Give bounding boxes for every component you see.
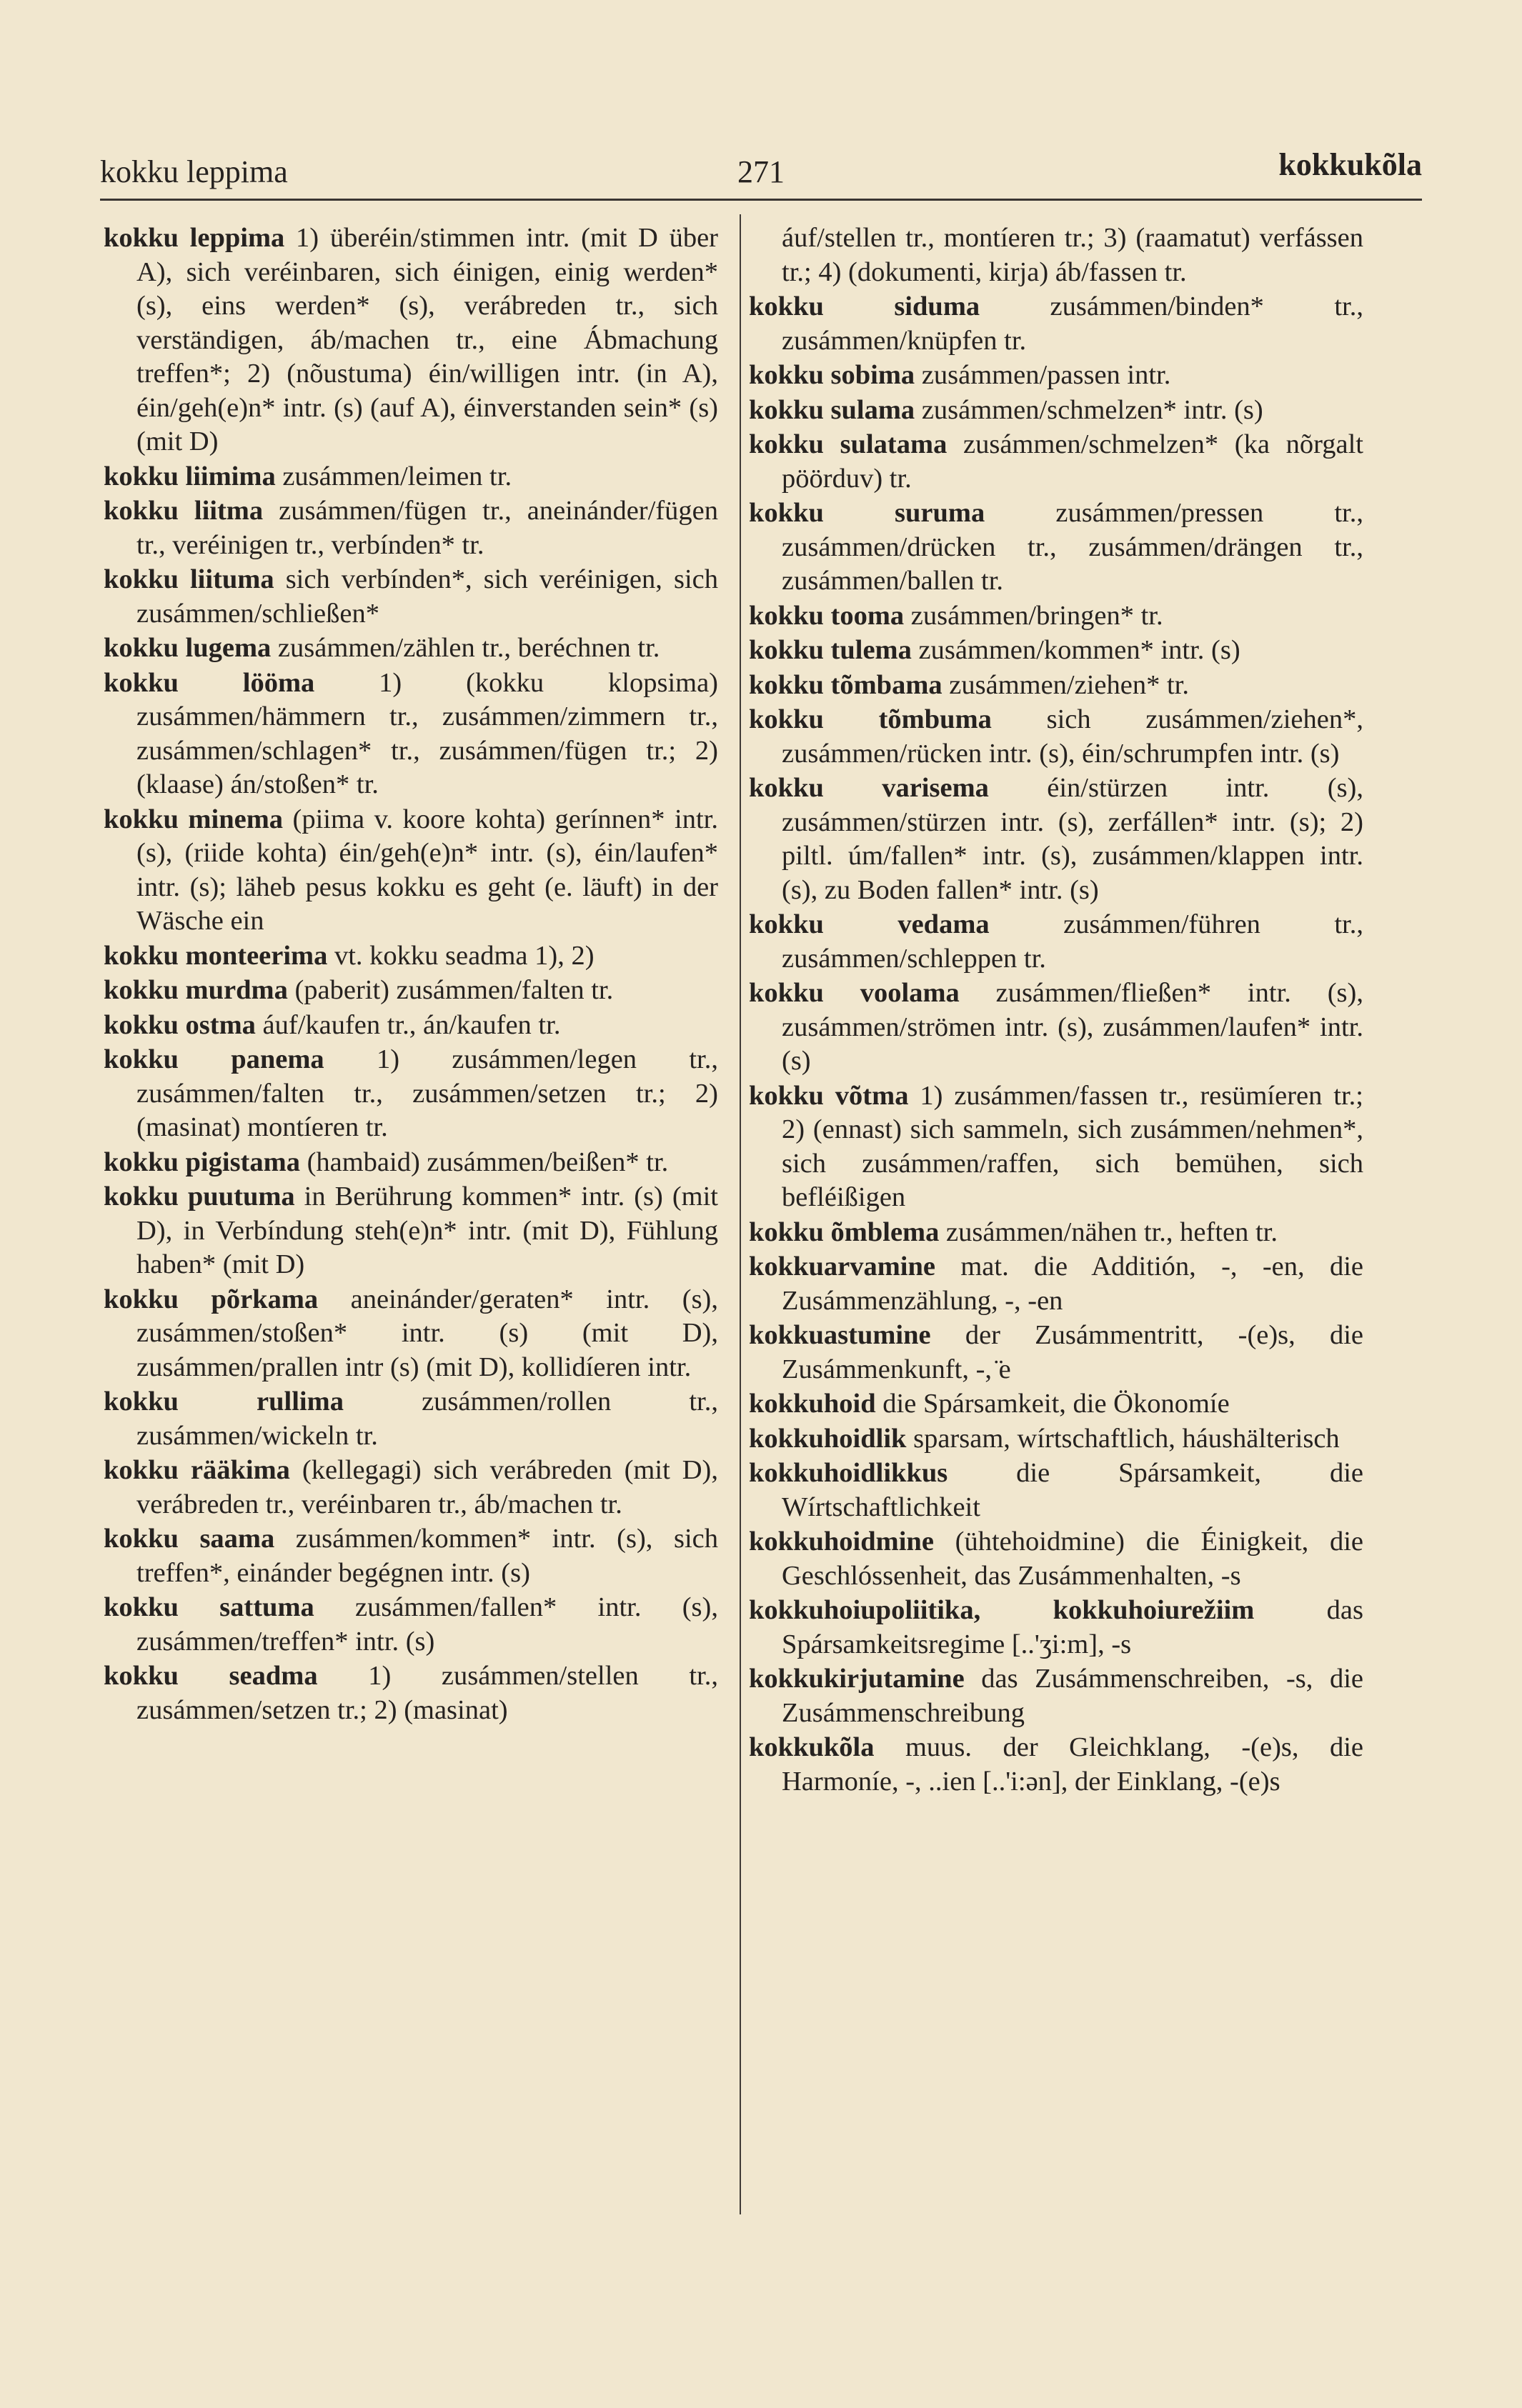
dictionary-entry xyxy=(749,1422,1363,1457)
entry-definition: 1) überéin/stimmen intr. (mit D über A), sich veréinbaren, sich éinigen, einig werden* (s), eins werden* (s), verábreden tr., sich verständigen, áb/machen tr., eine Ábmachung treffen*; 2) (nõustuma) éin/willigen intr. (in A), éin/geh(e)n* intr. (s) (auf A), éinverstanden sein* (s) (mit D) xyxy=(136,223,719,456)
entry-definition: sparsam, wírtschaftlich, háushälterisch xyxy=(906,1423,1340,1454)
entry-definition: sich verbínden*, sich veréinigen, sich zusámmen/schließen* xyxy=(136,564,718,629)
entry-definition: (paberit) zusámmen/falten tr. xyxy=(287,975,614,1005)
entry-headword: kokku voolama xyxy=(749,978,960,1008)
dictionary-entry xyxy=(104,1385,718,1453)
page-number: 271 xyxy=(737,154,785,189)
entry-definition: zusámmen/schmelzen* intr. (s) xyxy=(915,394,1263,425)
dictionary-entry xyxy=(104,1283,718,1385)
entry-headword: kokku saama xyxy=(104,1524,275,1554)
entry-headword: kokku puutuma xyxy=(104,1181,295,1212)
entry-definition: zusámmen/rollen tr., zusámmen/wickeln tr. xyxy=(136,1387,718,1451)
entry-headword: kokkuhoid xyxy=(749,1389,876,1419)
entry-definition: sich zusámmen/ziehen*, zusámmen/rücken intr. (s), éin/schrumpfen intr. (s) xyxy=(782,704,1363,769)
entry-definition: zusámmen/führen tr., zusámmen/schleppen tr. xyxy=(782,909,1363,974)
dictionary-entry xyxy=(104,631,718,666)
entry-definition: 1) zusámmen/legen tr., zusámmen/falten tr., zusámmen/setzen tr.; 2) (masinat) montíeren tr. xyxy=(136,1044,718,1142)
dictionary-entry xyxy=(749,976,1363,1079)
dictionary-entry xyxy=(749,703,1363,771)
entry-headword: kokkukirjutamine xyxy=(749,1664,965,1694)
entry-definition: zusámmen/fallen* intr. (s), zusámmen/treffen* intr. (s) xyxy=(136,1592,718,1657)
entry-headword: kokku murdma xyxy=(104,975,288,1005)
entry-definition: éin/stürzen intr. (s), zusámmen/stürzen intr. (s), zerfállen* intr. (s); 2) piltl. úm/fallen* intr. (s), zusámmen/klappen intr. (s), zu Boden fallen* intr. (s) xyxy=(782,773,1364,905)
entry-definition: (ühtehoidmine) die Éinigkeit, die Geschlóssenheit, das Zusámmenhalten, -s xyxy=(782,1527,1363,1591)
entry-headword: kokku põrkama xyxy=(104,1284,319,1314)
dictionary-entry xyxy=(104,494,718,562)
entry-definition: 1) zusámmen/stellen tr., zusámmen/setzen tr.; 2) (masinat) xyxy=(136,1661,718,1725)
entry-definition: zusámmen/zählen tr., beréchnen tr. xyxy=(271,633,660,663)
dictionary-entry xyxy=(749,1731,1363,1799)
dictionary-entry xyxy=(749,599,1363,634)
entry-headword: kokku panema xyxy=(104,1044,324,1074)
entry-headword: kokku monteerima xyxy=(104,940,328,971)
header-right-guide-word: kokkukõla xyxy=(1278,147,1422,182)
entry-definition: zusámmen/kommen* intr. (s) xyxy=(911,635,1240,665)
dictionary-entry xyxy=(749,221,1363,289)
entry-headword: kokku sobima xyxy=(749,360,915,390)
entry-definition: zusámmen/schmelzen* (ka nõrgalt pöörduv) tr. xyxy=(782,429,1363,494)
dictionary-entry xyxy=(104,1659,718,1727)
entry-headword: kokku rääkima xyxy=(104,1455,290,1485)
dictionary-entry xyxy=(749,1319,1363,1387)
entry-headword: kokkuastumine xyxy=(749,1320,931,1350)
entry-headword: kokkuhoidmine xyxy=(749,1527,934,1557)
entry-headword: kokku ostma xyxy=(104,1009,256,1040)
entry-headword: kokkukõla xyxy=(749,1732,875,1762)
dictionary-entry xyxy=(104,803,718,939)
dictionary-entry xyxy=(104,1454,718,1522)
entry-headword: kokku vedama xyxy=(749,909,990,939)
entry-definition: zusámmen/nähen tr., heften tr. xyxy=(939,1217,1278,1247)
dictionary-entry xyxy=(104,939,718,974)
entry-headword: kokku lööma xyxy=(104,667,315,698)
entry-definition: aneinánder/geraten* intr. (s), zusámmen/stoßen* intr. (s) (mit D), zusámmen/prallen intr (s) (mit D), kollidíeren intr. xyxy=(136,1284,719,1382)
dictionary-entry xyxy=(104,1043,718,1145)
entry-definition: áuf/stellen tr., montíeren tr.; 3) (raamatut) verfássen tr.; 4) (dokumenti, kirja) áb/fassen tr. xyxy=(782,223,1363,287)
entry-headword: kokku liitma xyxy=(104,496,264,526)
dictionary-entry xyxy=(104,666,718,802)
entry-headword: kokku minema xyxy=(104,804,284,834)
entry-headword: kokku lugema xyxy=(104,633,272,663)
entry-headword: kokku rullima xyxy=(104,1387,344,1417)
entry-definition: (kellegagi) sich verábreden (mit D), verábreden tr., veréinbaren tr., áb/machen tr. xyxy=(136,1455,718,1519)
entry-headword: kokku leppima xyxy=(104,223,285,253)
entry-headword: kokku liimima xyxy=(104,461,276,491)
entry-definition: muus. der Gleichklang, -(e)s, die Harmoníe, -, ..ien [..'i:ən], der Einklang, -(e)s xyxy=(782,1732,1363,1797)
dictionary-entry xyxy=(749,908,1363,976)
dictionary-entry xyxy=(749,290,1363,358)
entry-headword: kokkuhoidlik xyxy=(749,1423,907,1454)
entry-definition: (hambaid) zusámmen/beißen* tr. xyxy=(299,1146,669,1177)
entry-headword: kokku sulama xyxy=(749,394,915,425)
entry-definition: in Berührung kommen* intr. (s) (mit D), in Verbíndung steh(e)n* intr. (mit D), Fühlung haben* (mit D) xyxy=(136,1181,718,1279)
entry-headword: kokku sattuma xyxy=(104,1592,314,1622)
entry-headword: kokku tõmbuma xyxy=(749,704,992,734)
entry-definition: zusámmen/fließen* intr. (s), zusámmen/strömen intr. (s), zusámmen/laufen* intr. (s) xyxy=(782,978,1363,1076)
dictionary-entry xyxy=(104,1146,718,1180)
entry-headword: kokku võtma xyxy=(749,1080,909,1111)
entry-definition: mat. die Additión, -, -en, die Zusámmenzählung, -, -en xyxy=(782,1252,1363,1316)
entry-definition: vt. kokku seadma 1), 2) xyxy=(327,940,595,971)
dictionary-entry xyxy=(749,428,1363,496)
dictionary-entry xyxy=(749,394,1363,428)
dictionary-entry xyxy=(749,1525,1363,1593)
entry-definition: zusámmen/pressen tr., zusámmen/drücken tr., zusámmen/drängen tr., zusámmen/ballen tr. xyxy=(782,498,1363,596)
dictionary-entry xyxy=(749,1216,1363,1250)
dictionary-entry xyxy=(749,634,1363,668)
entry-headword: kokku tooma xyxy=(749,600,905,631)
entry-headword: kokku siduma xyxy=(749,291,980,321)
dictionary-entry xyxy=(749,359,1363,393)
left-column xyxy=(104,221,718,1728)
entry-definition: zusámmen/leimen tr. xyxy=(275,461,512,491)
running-header xyxy=(100,146,1422,196)
entry-definition: zusámmen/bringen* tr. xyxy=(904,600,1163,631)
entry-headword: kokkuhoidlikkus xyxy=(749,1458,948,1488)
dictionary-entry xyxy=(749,1594,1363,1662)
entry-definition: zusámmen/binden* tr., zusámmen/knüpfen tr. xyxy=(782,291,1363,356)
entry-headword: kokku varisema xyxy=(749,773,989,803)
entry-definition: zusámmen/passen intr. xyxy=(915,360,1171,390)
dictionary-entry xyxy=(104,1522,718,1590)
entry-headword: kokku seadma xyxy=(104,1661,318,1691)
dictionary-entry xyxy=(104,1591,718,1659)
dictionary-entry xyxy=(749,1250,1363,1318)
entry-headword: kokku liituma xyxy=(104,564,274,594)
entry-headword: kokku tulema xyxy=(749,635,912,665)
entry-definition: die Spársamkeit, die Ökonomíe xyxy=(875,1389,1230,1419)
column-divider xyxy=(740,214,741,2214)
entry-definition: das Spársamkeitsregime [..'ʒi:m], -s xyxy=(782,1595,1363,1659)
entry-definition: zusámmen/kommen* intr. (s), sich treffen*, einánder begégnen intr. (s) xyxy=(136,1524,718,1588)
dictionary-entry xyxy=(104,1180,718,1282)
entry-headword: kokku suruma xyxy=(749,498,985,528)
dictionary-entry xyxy=(749,1662,1363,1730)
header-left-guide-word: kokku leppima xyxy=(100,154,288,189)
dictionary-entry xyxy=(104,1009,718,1043)
dictionary-entry xyxy=(749,771,1363,907)
entry-definition: zusámmen/fügen tr., aneinánder/fügen tr., veréinigen tr., verbínden* tr. xyxy=(136,496,718,560)
right-column xyxy=(749,221,1363,1799)
entry-headword: kokku sulatama xyxy=(749,429,947,459)
entry-headword: kokku tõmbama xyxy=(749,669,942,700)
dictionary-entry xyxy=(749,496,1363,599)
entry-definition: 1) zusámmen/fassen tr., resümíeren tr.; 2) (ennast) sich sammeln, sich zusámmen/nehmen*, sich zusámmen/raffen, sich bemühen, sich befléißigen xyxy=(782,1080,1363,1212)
entry-headword: kokku pigistama xyxy=(104,1146,300,1177)
dictionary-entry xyxy=(749,1387,1363,1422)
dictionary-entry xyxy=(104,563,718,631)
header-rule xyxy=(100,199,1422,201)
dictionary-entry xyxy=(104,974,718,1008)
entry-headword: kokkuhoiupoliitika, kokkuhoiurežiim xyxy=(749,1595,1255,1625)
entry-definition: zusámmen/ziehen* tr. xyxy=(942,669,1189,700)
entry-headword: kokkuarvamine xyxy=(749,1252,936,1282)
dictionary-entry xyxy=(749,1457,1363,1524)
dictionary-entry xyxy=(104,221,718,459)
entry-definition: der Zusámmentritt, -(e)s, die Zusámmenkunft, -, ̈e xyxy=(782,1320,1363,1384)
entry-definition: die Spársamkeit, die Wírtschaftlichkeit xyxy=(782,1458,1363,1522)
entry-headword: kokku õmblema xyxy=(749,1217,940,1247)
entry-definition: (piima v. koore kohta) gerínnen* intr. (s), (riide kohta) éin/geh(e)n* intr. (s), éin/laufen* intr. (s); läheb pesus kokku es geht (e. läuft) in der Wäsche ein xyxy=(136,804,718,936)
entry-definition: áuf/kaufen tr., án/kaufen tr. xyxy=(255,1009,561,1040)
entry-definition: 1) (kokku klopsima) zusámmen/hämmern tr., zusámmen/zimmern tr., zusámmen/schlagen* tr., zusámmen/fügen tr.; 2) (klaase) án/stoßen* tr. xyxy=(136,667,718,799)
entry-definition: das Zusámmenschreiben, -s, die Zusámmenschreibung xyxy=(782,1664,1363,1728)
dictionary-entry xyxy=(104,460,718,494)
dictionary-entry xyxy=(749,1079,1363,1215)
dictionary-entry xyxy=(749,669,1363,703)
